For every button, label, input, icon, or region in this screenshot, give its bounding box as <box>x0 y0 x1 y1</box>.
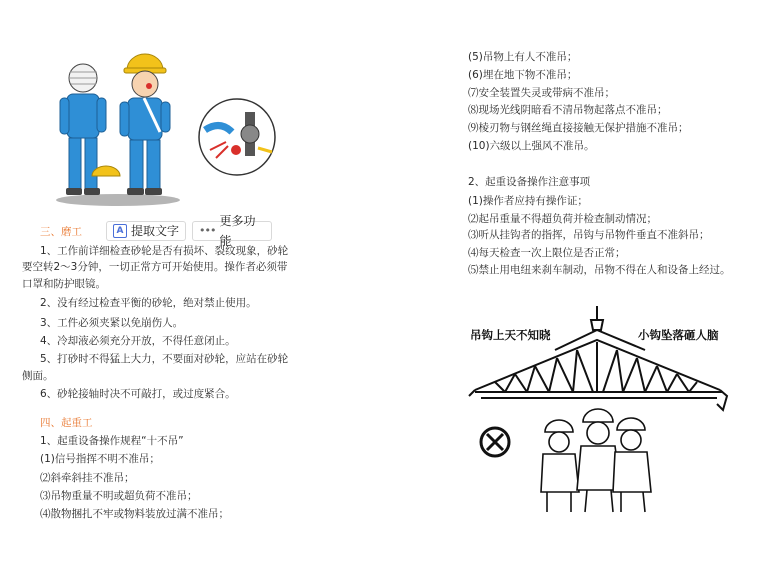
s3-line: 口罩和防护眼镜。 <box>22 278 106 290</box>
r-list2-item: ⑵起吊重量不得超负荷并检查制动情况； <box>468 213 657 225</box>
s3-line: 要空转2～3分钟，一切正常方可开始使用。操作者必须带 <box>22 261 288 273</box>
A-text-icon: A <box>113 224 127 238</box>
r-list1-item: ⑼棱刃物与钢丝绳直接接触无保护措施不准吊； <box>468 122 689 134</box>
section-3-title: 三、磨工 <box>40 226 82 238</box>
r-list2-item: ⑸禁止用电纽来刹车制动，吊物不得在人和设备上经过。 <box>468 264 731 276</box>
crane-truss-illustration <box>465 300 735 515</box>
r-list2-item: ⑶听从挂钩者的指挥，吊钩与吊物件垂直不准斜吊； <box>468 229 710 241</box>
s3-line: 侧面。 <box>22 370 54 382</box>
injured-worker-figure <box>60 64 120 195</box>
s3-line: 1、工作前详细检查砂轮是否有损坏、裂纹现象，砂轮 <box>40 245 289 257</box>
s4-line: 1、起重设备操作规程“十不吊” <box>40 435 184 447</box>
r-list1-item: (6)埋在地下物不准吊； <box>468 69 578 81</box>
s3-line: 4、冷却液必须充分开放，不得任意闭止。 <box>40 335 236 347</box>
extract-text-button[interactable] <box>106 221 186 241</box>
section-2-title: 2、起重设备操作注意事项 <box>468 176 591 188</box>
s3-line: 6、砂轮接轴时决不可敲打，或过度紧合。 <box>40 388 236 400</box>
section-4-title: 四、起重工 <box>40 417 93 429</box>
crane-banner-left: 吊钩上天不知晓 <box>470 328 551 342</box>
crane-banner-right: 小钩坠落砸人脑 <box>638 328 719 342</box>
r-list2-item: ⑷每天检查一次上限位是否正常； <box>468 247 626 259</box>
s3-line: 3、工件必须夹紧以免崩伤人。 <box>40 317 184 329</box>
s3-line: 5、打砂时不得猛上大力，不要面对砂轮，应站在砂轮 <box>40 353 289 365</box>
r-list1-item: (5)吊物上有人不准吊； <box>468 51 578 63</box>
r-list1-item: ⑻现场光线阴暗看不清吊物起落点不准吊； <box>468 104 668 116</box>
s4-line: ⑶吊物重量不明或超负荷不准吊； <box>40 490 198 502</box>
forbidden-icon <box>481 428 509 456</box>
r-list1-item: ⑺安全装置失灵或带病不准吊； <box>468 87 615 99</box>
r-list1-item: (10)六级以上强风不准吊。 <box>468 140 595 152</box>
more-functions-label: 更多功能 <box>219 214 256 248</box>
r-list2-item: (1)操作者应持有操作证； <box>468 195 588 207</box>
ellipsis-icon: ••• <box>199 224 216 237</box>
s4-line: ⑷散物捆扎不牢或物料装放过满不准吊； <box>40 508 229 520</box>
helmeted-worker-figure <box>120 54 170 195</box>
grinder-inset <box>199 99 275 175</box>
s4-line: (1)信号指挥不明不准吊； <box>40 453 160 465</box>
grinder-safety-illustration <box>40 40 280 210</box>
s3-line: 2、没有经过检查平衡的砂轮，绝对禁止使用。 <box>40 297 257 309</box>
s4-line: ⑵斜牵斜挂不准吊； <box>40 472 135 484</box>
more-functions-button[interactable] <box>192 214 272 248</box>
extract-text-label: 提取文字 <box>131 224 180 238</box>
